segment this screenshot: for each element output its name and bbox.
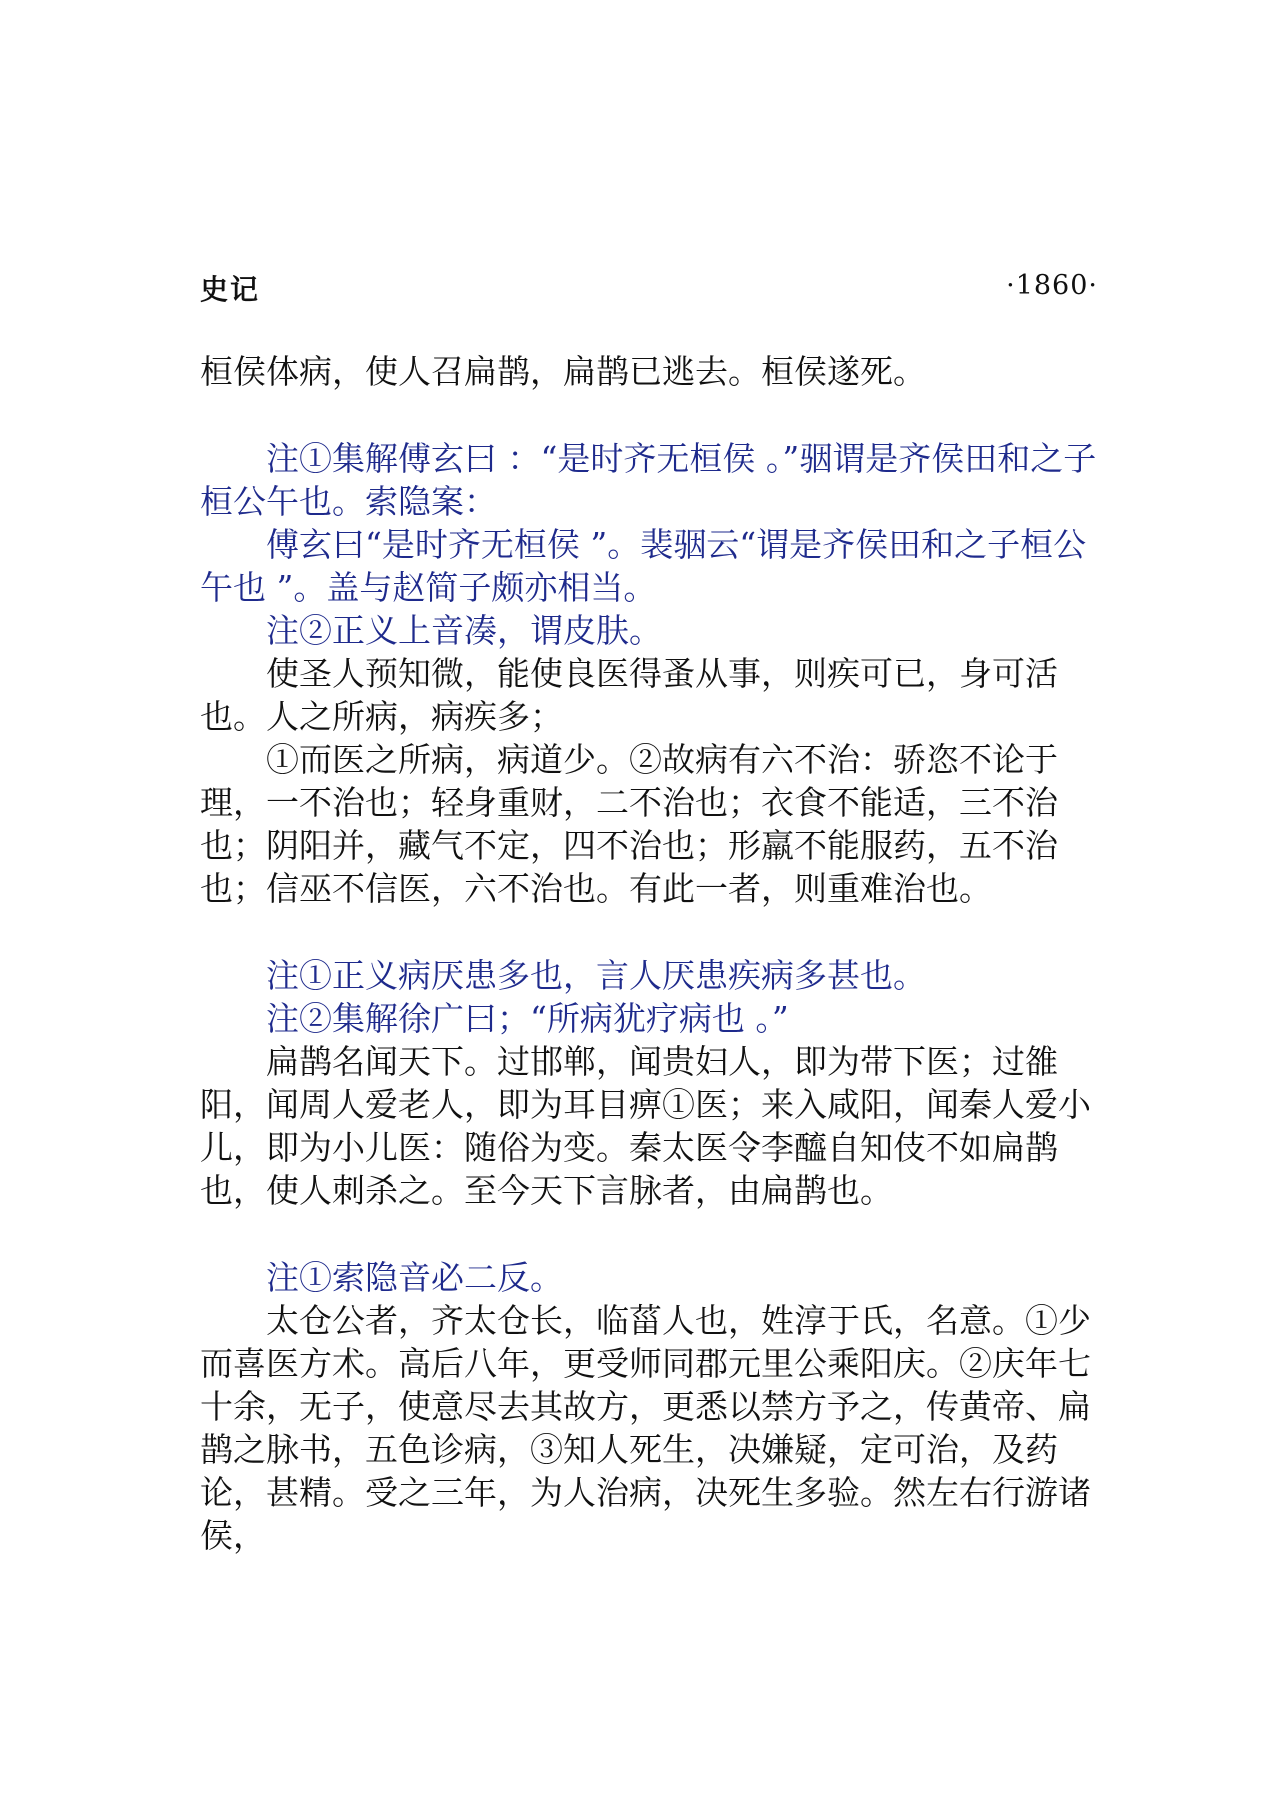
- paragraph-gap: [200, 393, 1098, 437]
- paragraph-gap: [200, 910, 1098, 954]
- main-paragraph: ①而医之所病，病道少。②故病有六不治：骄恣不论于理，一不治也；轻身重财，二不治也；衣食不能适，三不治也；阴阳并，藏气不定，四不治也；形羸不能服药，五不治也；信巫不信医，六不治也。有此一者，则重难治也。: [200, 740, 1058, 908]
- main-paragraph: 桓侯体病，使人召扁鹊，扁鹊已逃去。桓侯遂死。: [200, 352, 926, 391]
- book-title: 史记: [200, 273, 261, 306]
- main-paragraph: 扁鹊名闻天下。过邯郸，闻贵妇人，即为带下医；过雒阳，闻周人爱老人，即为耳目痹①医；来入咸阳，闻秦人爱小儿，即为小儿医：随俗为变。秦太医令李醯自知伎不如扁鹊也，使人刺杀之。至今天下言脉者，由扁鹊也。: [200, 1042, 1091, 1210]
- main-paragraph: 使圣人预知微，能使良医得蚤从事，则疾可已，身可活也。人之所病，病疾多；: [200, 654, 1058, 736]
- page-header: [200, 268, 1098, 308]
- paragraph-gap: [200, 1212, 1098, 1256]
- annotation-paragraph: 注①集解傅玄曰 ：“是时齐无桓侯 。”骃谓是齐侯田和之子桓公午也。索隐案：: [200, 439, 1097, 521]
- page-body: [200, 350, 1098, 1557]
- annotation-paragraph: 注②正义上音凑，谓皮肤。: [266, 611, 662, 650]
- main-paragraph: 太仓公者，齐太仓长，临菑人也，姓淳于氏，名意。①少而喜医方术。高后八年，更受师同郡元里公乘阳庆。②庆年七十余，无子，使意尽去其故方，更悉以禁方予之，传黄帝、扁鹊之脉书，五色诊病，③知人死生，决嫌疑，定可治，及药论，甚精。受之三年，为人治病，决死生多验。然左右行游诸侯，: [200, 1301, 1091, 1555]
- annotation-paragraph: 注①索隐音必二反。: [266, 1258, 563, 1297]
- annotation-paragraph: 傅玄曰“是时齐无桓侯 ”。裴骃云“谓是齐侯田和之子桓公午也 ”。盖与赵简子颇亦相当。: [200, 525, 1087, 607]
- page-number: ·1860·: [1006, 270, 1098, 301]
- annotation-paragraph: 注②集解徐广曰；“所病犹疗病也 。”: [266, 999, 789, 1038]
- annotation-paragraph: 注①正义病厌患多也，言人厌患疾病多甚也。: [266, 956, 926, 995]
